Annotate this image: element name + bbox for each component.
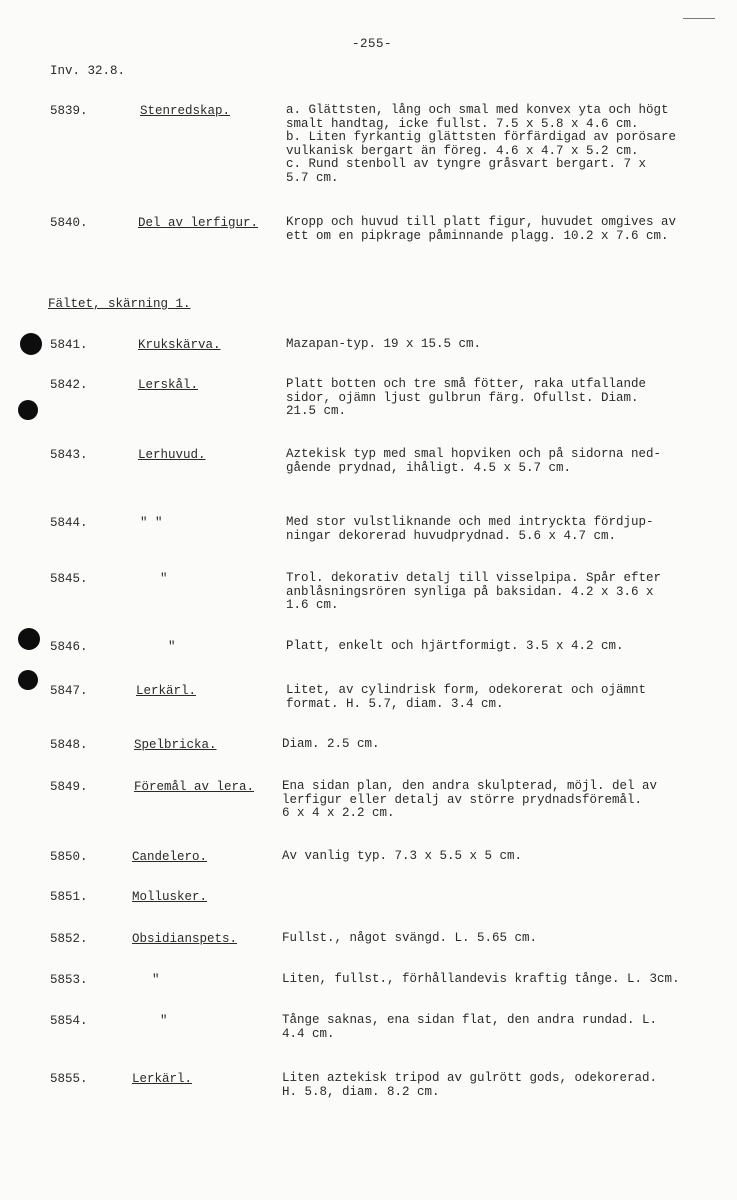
- entry-number: 5842.: [50, 378, 88, 392]
- entry-name: Lerhuvud.: [138, 448, 206, 462]
- entry-number: 5845.: [50, 572, 88, 586]
- description-line: Mazapan-typ. 19 x 15.5 cm.: [286, 337, 482, 351]
- punch-hole: [18, 628, 40, 650]
- description-line: b. Liten fyrkantig glättsten förfärdigad av porösare: [286, 130, 677, 144]
- entry-description: [282, 850, 717, 864]
- description-line: a. Glättsten, lång och smal med konvex yta och högt: [286, 103, 669, 117]
- entry-name: Lerskål.: [138, 378, 199, 392]
- entry-description: [282, 932, 717, 946]
- entry-description: [286, 640, 721, 654]
- entry-description: [282, 1014, 717, 1041]
- entry-name: ": [160, 1014, 168, 1028]
- description-line: 5.7 cm.: [286, 170, 339, 185]
- entry-description: [282, 973, 717, 987]
- description-line: Ena sidan plan, den andra skulpterad, möjl. del av: [282, 779, 658, 793]
- entry-name: Obsidianspets.: [132, 932, 238, 946]
- description-line: gående prydnad, ihåligt. 4.5 x 5.7 cm.: [286, 460, 572, 475]
- description-line: Diam. 2.5 cm.: [282, 737, 380, 751]
- description-line: Litet, av cylindrisk form, odekorerat och ojämnt: [286, 683, 647, 697]
- description-line: 21.5 cm.: [286, 404, 347, 418]
- section-heading: Fältet, skärning 1.: [48, 297, 191, 311]
- description-line: Liten aztekisk tripod av gulrött gods, odekorerad.: [282, 1071, 658, 1085]
- description-line: 6 x 4 x 2.2 cm.: [282, 806, 395, 820]
- description-line: format. H. 5.7, diam. 3.4 cm.: [286, 696, 504, 711]
- entry-name: Lerkärl.: [136, 684, 197, 698]
- entry-number: 5841.: [50, 338, 88, 352]
- entry-description: [286, 572, 721, 613]
- entry-number: 5854.: [50, 1014, 88, 1028]
- entry-name: Lerkärl.: [132, 1072, 193, 1086]
- entry-number: 5847.: [50, 684, 88, 698]
- entry-description: [286, 448, 721, 475]
- description-line: c. Rund stenboll av tyngre gråsvart bergart. 7 x: [286, 157, 647, 171]
- entry-number: 5852.: [50, 932, 88, 946]
- description-line: Liten, fullst., förhållandevis kraftig tånge. L. 3cm.: [282, 972, 680, 986]
- description-line: ningar dekorerad huvudprydnad. 5.6 x 4.7 cm.: [286, 528, 617, 543]
- entry-name: ": [160, 572, 168, 586]
- entry-number: 5848.: [50, 738, 88, 752]
- description-line: anblåsningsrören synliga på baksidan. 4.2 x 3.6 x: [286, 584, 654, 599]
- description-line: Trol. dekorativ detalj till visselpipa. Spår efter: [286, 571, 662, 585]
- description-line: 4.4 cm.: [282, 1026, 335, 1041]
- entry-description: [282, 780, 717, 821]
- punch-hole: [18, 400, 38, 420]
- entry-description: [282, 1072, 717, 1099]
- description-line: Kropp och huvud till platt figur, huvudet omgives av: [286, 215, 677, 229]
- entry-number: 5853.: [50, 973, 88, 987]
- punch-hole: [20, 333, 42, 355]
- entry-description: [286, 104, 721, 185]
- entry-name: " ": [140, 516, 163, 530]
- entry-number: 5840.: [50, 216, 88, 230]
- entry-number: 5846.: [50, 640, 88, 654]
- punch-hole: [18, 670, 38, 690]
- inventory-label: Inv. 32.8.: [50, 64, 126, 78]
- entry-description: [286, 338, 721, 352]
- entry-name: Mollusker.: [132, 890, 208, 904]
- entry-description: [286, 378, 721, 419]
- description-line: 1.6 cm.: [286, 598, 339, 612]
- description-line: Av vanlig typ. 7.3 x 5.5 x 5 cm.: [282, 849, 523, 863]
- description-line: lerfigur eller detalj av större prydnadsföremål.: [282, 792, 643, 807]
- page-number: -255-: [352, 37, 393, 51]
- description-line: Tånge saknas, ena sidan flat, den andra rundad. L.: [282, 1013, 658, 1027]
- description-line: Aztekisk typ med smal hopviken och på sidorna ned-: [286, 447, 662, 461]
- entry-name: Spelbricka.: [134, 738, 217, 752]
- entry-description: [286, 684, 721, 711]
- entry-number: 5855.: [50, 1072, 88, 1086]
- corner-mark: [683, 18, 715, 19]
- entry-number: 5839.: [50, 104, 88, 118]
- entry-number: 5844.: [50, 516, 88, 530]
- description-line: ett om en pipkrage påminnande plagg. 10.2 x 7.6 cm.: [286, 228, 669, 243]
- description-line: smalt handtag, icke fullst. 7.5 x 5.8 x 4.6 cm.: [286, 116, 639, 131]
- entry-number: 5850.: [50, 850, 88, 864]
- entry-name: Del av lerfigur.: [138, 216, 259, 230]
- entry-description: [286, 216, 721, 243]
- description-line: Med stor vulstliknande och med intryckta fördjup-: [286, 515, 654, 529]
- entry-name: Föremål av lera.: [134, 780, 255, 794]
- description-line: Fullst., något svängd. L. 5.65 cm.: [282, 931, 538, 945]
- entry-number: 5851.: [50, 890, 88, 904]
- entry-number: 5849.: [50, 780, 88, 794]
- entry-name: Stenredskap.: [140, 104, 231, 118]
- entry-description: [286, 516, 721, 543]
- entry-name: Krukskärva.: [138, 338, 221, 352]
- description-line: Platt, enkelt och hjärtformigt. 3.5 x 4.2 cm.: [286, 639, 624, 653]
- description-line: vulkanisk bergart än föreg. 4.6 x 4.7 x 5.2 cm.: [286, 143, 639, 158]
- description-line: sidor, ojämn ljust gulbrun färg. Ofullst. Diam.: [286, 390, 639, 405]
- description-line: Platt botten och tre små fötter, raka utfallande: [286, 377, 647, 391]
- description-line: H. 5.8, diam. 8.2 cm.: [282, 1084, 440, 1099]
- entry-number: 5843.: [50, 448, 88, 462]
- entry-description: [282, 738, 717, 752]
- entry-name: ": [152, 973, 160, 987]
- entry-name: Candelero.: [132, 850, 208, 864]
- entry-name: ": [168, 640, 176, 654]
